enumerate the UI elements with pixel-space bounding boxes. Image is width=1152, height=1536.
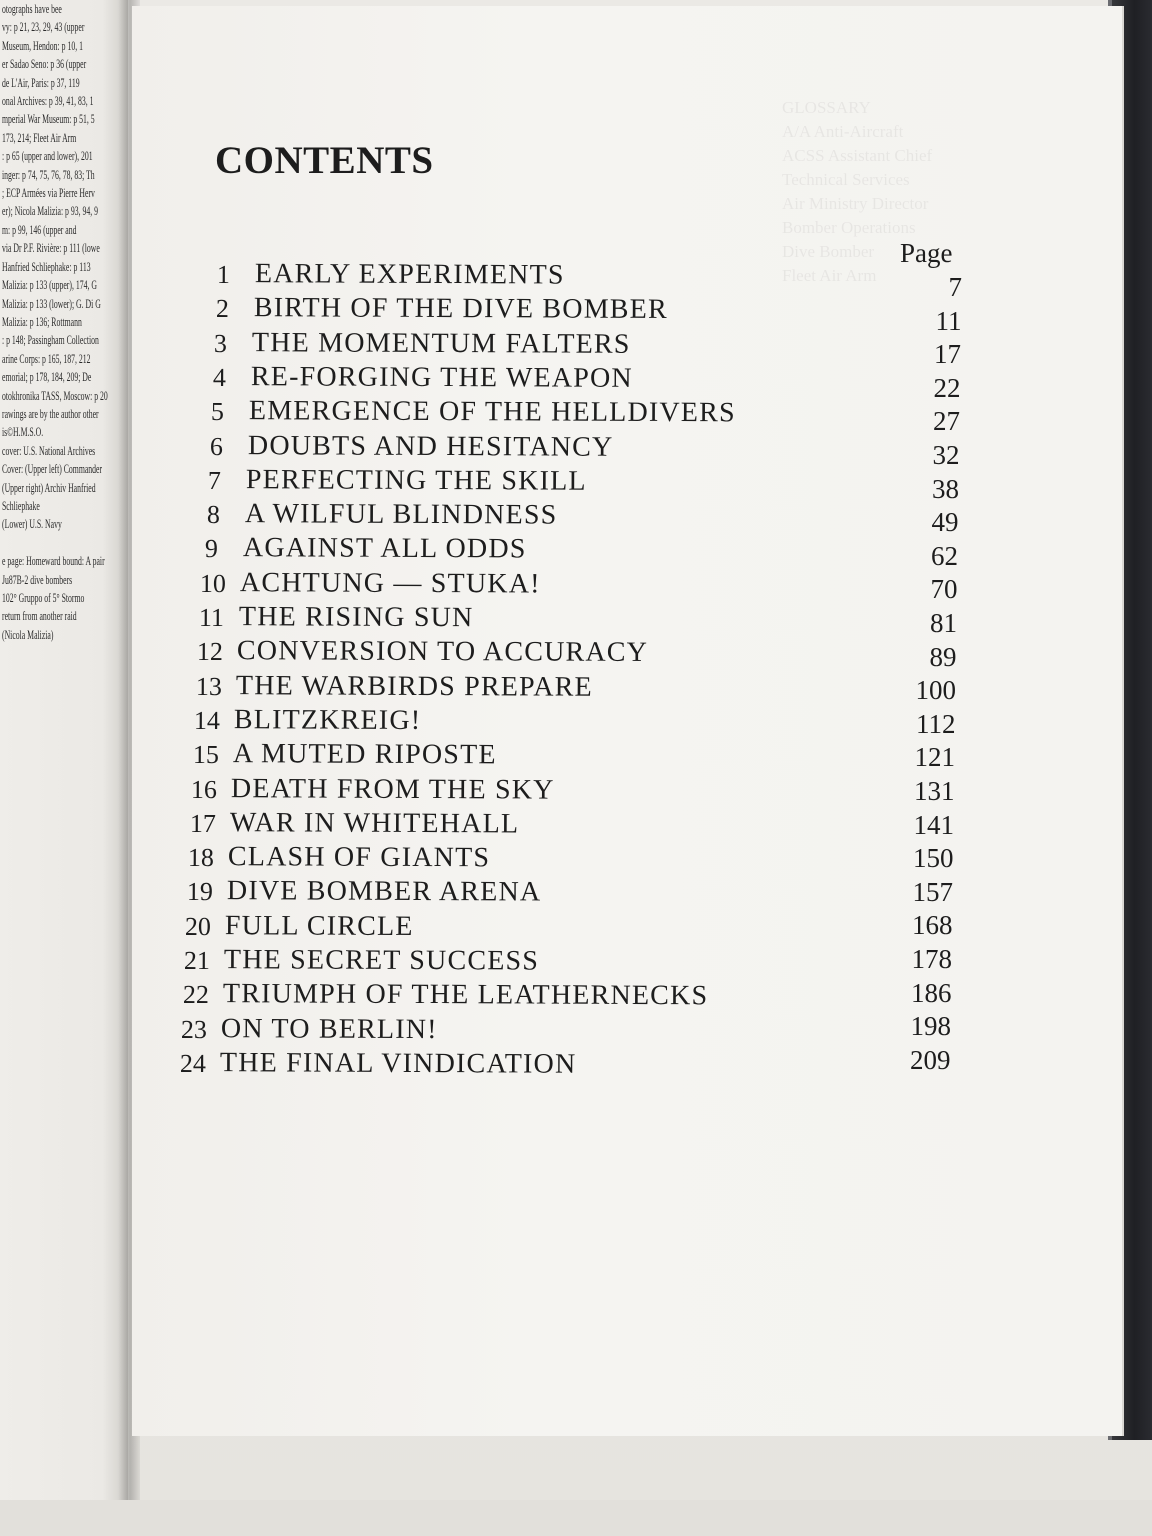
chapter-title: EARLY EXPERIMENTS (254, 258, 565, 291)
toc-entry (215, 292, 975, 329)
toc-entry (205, 532, 965, 569)
credit-line: otokhronika TASS, Moscow: p 20 (2, 388, 108, 403)
chapter-number: 3 (213, 328, 228, 358)
chapter-title: A WILFUL BLINDNESS (244, 498, 558, 531)
credit-line: e page: Homeward bound: A pair (2, 554, 105, 569)
chapter-number: 24 (179, 1048, 206, 1078)
chapter-number: 5 (211, 397, 225, 427)
chapter-number: 22 (182, 980, 209, 1010)
surface (0, 1500, 1152, 1536)
chapter-title: DIVE BOMBER ARENA (226, 875, 542, 908)
chapter-page-number: 150 (913, 843, 954, 874)
credit-line: return from another raid (2, 609, 77, 624)
toc-entry (217, 258, 977, 295)
credit-line: mperial War Museum: p 51, 5 (2, 112, 95, 127)
chapter-title: ACHTUNG — STUKA! (239, 566, 541, 600)
chapter-page-number: 100 (915, 675, 956, 706)
toc-entry (199, 566, 964, 604)
chapter-page-number: 131 (914, 776, 955, 806)
page-title: CONTENTS (215, 139, 434, 182)
chapter-title: DOUBTS AND HESITANCY (247, 429, 614, 463)
credit-line: er Sadao Seno: p 36 (upper (2, 57, 87, 72)
chapter-title: RE-FORGING THE WEAPON (250, 361, 633, 394)
chapter-number: 20 (185, 911, 212, 941)
toc-entry (196, 635, 961, 672)
credit-line: via Dr P.F. Rivière: p 111 (lowe (2, 241, 100, 256)
toc-entry (182, 978, 946, 1015)
chapter-number: 9 (205, 534, 219, 564)
chapter-number: 14 (194, 705, 221, 735)
chapter-page-number: 186 (911, 977, 952, 1008)
toc-entry (214, 327, 974, 364)
credit-line: otographs have bee (2, 2, 62, 16)
credit-line: 102° Gruppo of 5° Stormo (2, 591, 85, 605)
chapter-title: A MUTED RIPOSTE (232, 738, 497, 771)
credit-line: Malizia: p 133 (upper), 174, G (2, 278, 97, 293)
chapter-page-number: 49 (931, 507, 959, 538)
toc-entry (183, 944, 948, 981)
credit-line: ; ECP Armées via Pierre Herv (2, 186, 95, 201)
chapter-page-number: 112 (916, 708, 956, 739)
toc-entry (212, 361, 972, 398)
chapter-page-number: 198 (910, 1011, 951, 1042)
chapter-page-number: 38 (932, 473, 959, 504)
chapter-page-number: 209 (910, 1044, 951, 1075)
chapter-title: BIRTH OF THE DIVE BOMBER (253, 292, 668, 326)
credit-line: : p 65 (upper and lower), 201 (2, 149, 93, 164)
toc-entry (186, 875, 951, 912)
credit-line: is©H.M.S.O. (2, 425, 44, 440)
credit-line: emorial; p 178, 184, 209; De (2, 370, 92, 385)
chapter-number: 2 (215, 294, 229, 324)
toc-entry (198, 601, 962, 638)
credit-line: Cover: (Upper left) Commander (2, 462, 103, 477)
credit-line: Hanfried Schliephake: p 113 (2, 259, 91, 274)
credit-line: vy: p 21, 23, 29, 43 (upper (2, 20, 85, 35)
chapter-title: AGAINST ALL ODDS (243, 532, 528, 565)
credit-line: Museum, Hendon: p 10, 1 (2, 38, 83, 53)
chapter-title: CONVERSION TO ACCURACY (236, 635, 649, 669)
chapter-number: 16 (191, 774, 218, 804)
credit-line: inger: p 74, 75, 76, 78, 83; Th (2, 167, 95, 182)
credit-line: (Upper right) Archiv Hanfried (2, 480, 96, 495)
chapter-title: DEATH FROM THE SKY (231, 772, 555, 806)
chapter-number: 7 (208, 465, 222, 495)
chapter-page-number: 168 (912, 910, 953, 941)
chapter-page-number: 70 (930, 574, 958, 605)
credit-line: (Nicola Malizia) (2, 627, 54, 642)
toc-entry (189, 806, 954, 844)
toc-entry (179, 1047, 943, 1084)
credit-line: Malizia: p 133 (lower); G. Di G (2, 296, 101, 311)
chapter-title: ON TO BERLIN! (220, 1012, 438, 1045)
toc-entry (191, 772, 955, 810)
chapter-title: THE WARBIRDS PREPARE (235, 669, 593, 703)
chapter-title: FULL CIRCLE (225, 909, 415, 942)
chapter-number: 17 (189, 808, 216, 838)
credit-line: Schliephake (2, 498, 40, 513)
chapter-page-number: 17 (934, 339, 961, 370)
chapter-page-number: 157 (912, 876, 953, 907)
toc-entry (195, 669, 959, 707)
toc-entry (188, 841, 952, 878)
chapter-page-number: 11 (935, 305, 962, 336)
credit-line: (Lower) U.S. Navy (2, 517, 62, 532)
chapter-title: BLITZKREIG! (234, 704, 422, 736)
toc-entry (185, 909, 949, 947)
chapter-page-number: 121 (914, 742, 955, 773)
chapter-number: 11 (198, 602, 224, 633)
chapter-title: THE RISING SUN (238, 601, 474, 634)
chapter-number: 4 (212, 362, 226, 392)
chapter-page-number: 22 (933, 372, 961, 403)
chapter-number: 19 (186, 877, 213, 907)
chapter-number: 15 (192, 740, 219, 770)
credit-line: cover: U.S. National Archives (2, 443, 96, 458)
chapter-title: TRIUMPH OF THE LEATHERNECKS (222, 978, 708, 1012)
chapter-number: 6 (209, 431, 223, 461)
chapter-page-number: 178 (911, 944, 952, 974)
toc-entry (194, 704, 958, 741)
chapter-title: CLASH OF GIANTS (228, 841, 491, 874)
chapter-page-number: 27 (933, 406, 960, 437)
credit-line: m: p 99, 146 (upper and (2, 222, 77, 237)
chapter-number: 8 (206, 500, 220, 530)
credit-line: de L'Air, Paris: p 37, 119 (2, 75, 80, 90)
credit-line: : p 148; Passingham Collection (2, 333, 99, 348)
credit-line: 173, 214; Fleet Air Arm (2, 130, 77, 145)
credit-line: Ju87B-2 dive bombers (2, 572, 73, 587)
credit-line: Malizia: p 136; Rottmann (2, 314, 82, 329)
chapter-title: THE MOMENTUM FALTERS (251, 326, 631, 360)
chapter-number: 10 (199, 568, 226, 598)
chapter-page-number: 89 (929, 641, 957, 672)
chapter-title: THE FINAL VINDICATION (219, 1047, 577, 1080)
chapter-number: 13 (195, 671, 222, 701)
toc-entry (207, 498, 967, 535)
chapter-page-number: 62 (931, 540, 958, 571)
chapter-number: 21 (183, 945, 210, 976)
toc-entry (210, 430, 970, 467)
chapter-number: 23 (180, 1014, 208, 1044)
chapter-page-number: 7 (948, 272, 962, 302)
chapter-number: 1 (216, 259, 230, 290)
toc-entry (192, 738, 957, 775)
chapter-number: 12 (196, 637, 224, 667)
toc-entry (211, 395, 971, 432)
credit-line: rawings are by the author other (2, 406, 99, 421)
credit-line: er); Nicola Malizia: p 93, 94, 9 (2, 204, 98, 219)
credit-line: onal Archives: p 39, 41, 83, 1 (2, 94, 94, 109)
chapter-title: PERFECTING THE SKILL (246, 463, 588, 497)
chapter-title: WAR IN WHITEHALL (229, 806, 520, 840)
chapter-title: THE SECRET SUCCESS (223, 944, 540, 977)
chapter-page-number: 32 (932, 440, 960, 470)
chapter-page-number: 81 (930, 608, 957, 638)
show-through-text: GLOSSARY A/A Anti-Aircraft ACSS Assistant Chief Technical Services Air Ministry Director Bomber Operations Dive Bomber Fleet Air Arm (782, 98, 933, 285)
chapter-title: EMERGENCE OF THE HELLDIVERS (249, 395, 737, 429)
toc-entry (180, 1012, 945, 1050)
chapter-page-number: 141 (913, 809, 954, 840)
page-column-heading: Page (900, 238, 953, 268)
chapter-number: 18 (188, 843, 215, 873)
credit-line: arine Corps: p 165, 187, 212 (2, 351, 91, 366)
toc-entry (208, 464, 968, 501)
